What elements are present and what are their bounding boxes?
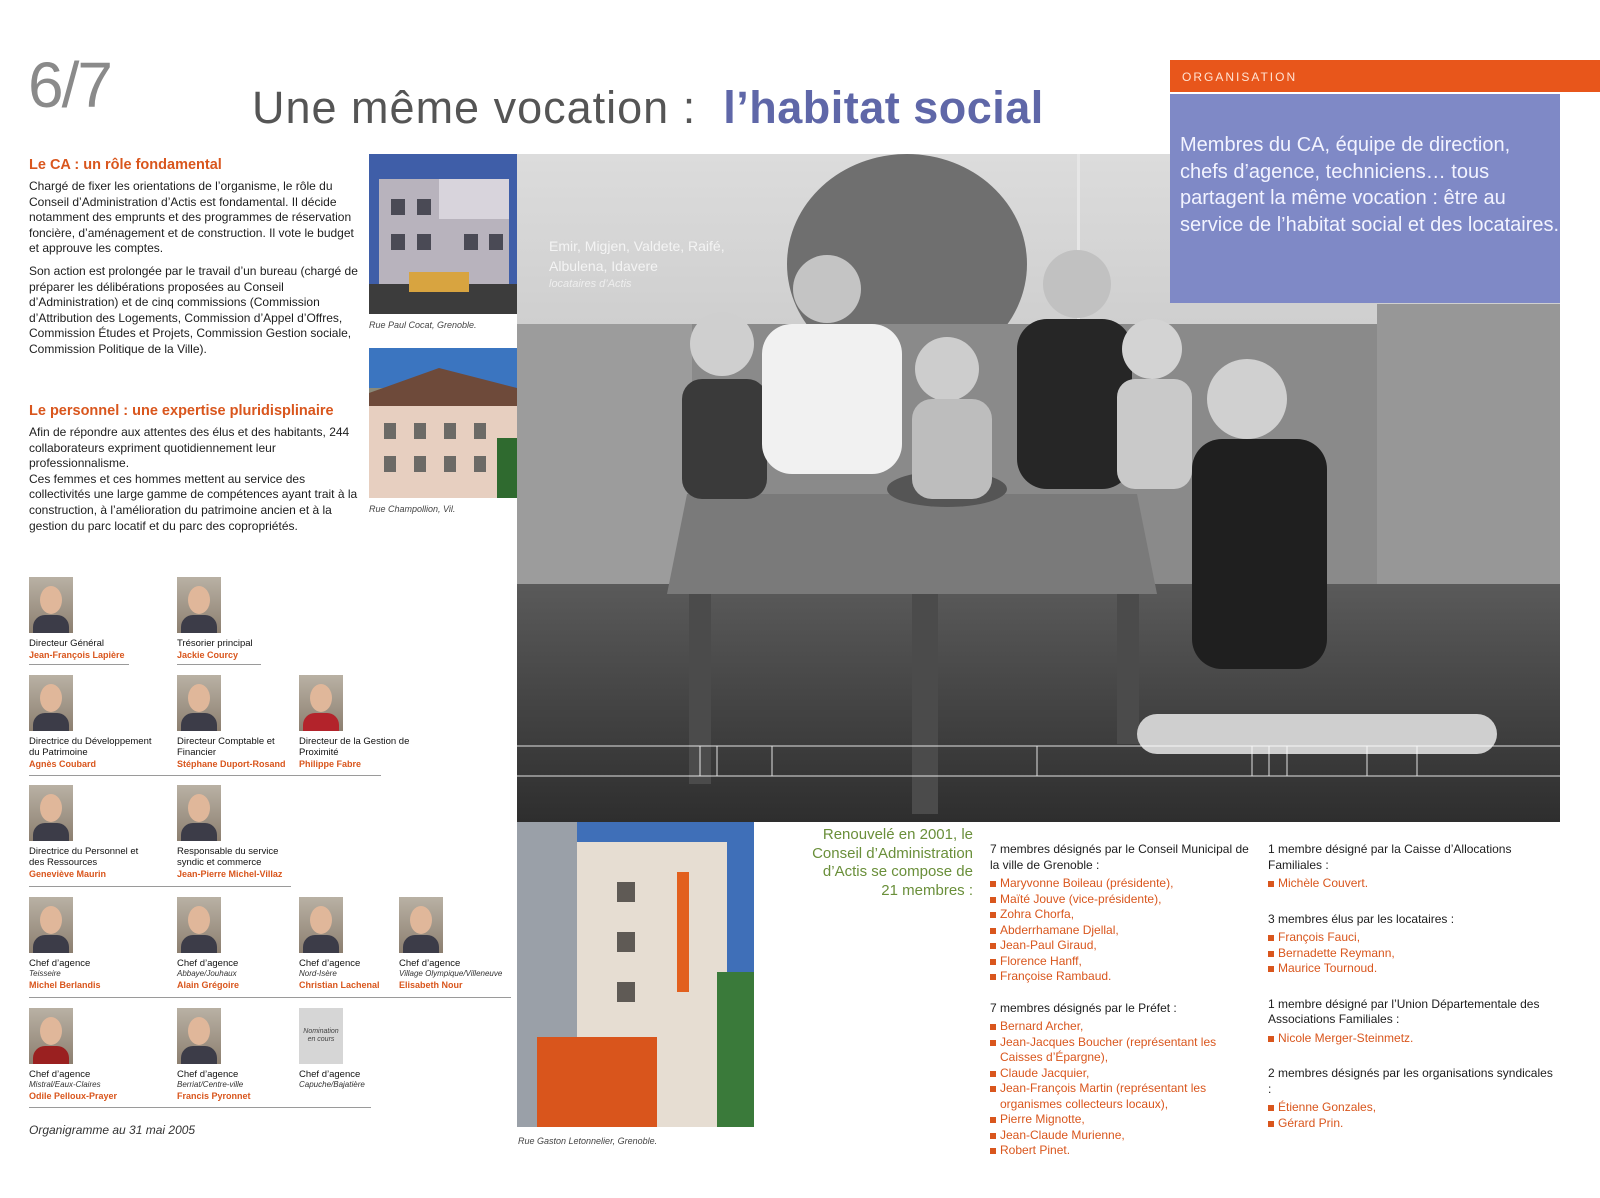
- member: Claude Jacquier,: [990, 1066, 1250, 1082]
- organisation-label: ORGANISATION: [1182, 70, 1298, 84]
- org-person: [29, 577, 154, 661]
- member-list: [1268, 930, 1558, 977]
- person-role: Chef d’agence: [299, 958, 361, 969]
- portrait: [29, 675, 73, 731]
- portrait: [177, 897, 221, 953]
- group-head: 7 membres désignés par le Conseil Municipal de la ville de Grenoble :: [990, 842, 1249, 872]
- building-photo-3: [517, 822, 754, 1127]
- staff-body: [29, 425, 359, 534]
- org-divider: [29, 1107, 371, 1108]
- person-role: Directeur Comptable et Financier: [177, 736, 275, 758]
- portrait: [177, 785, 221, 841]
- council-col-2: [1268, 842, 1558, 1141]
- person-location: Mistral/Eaux-Claires: [29, 1080, 101, 1089]
- member: Maïté Jouve (vice-présidente),: [990, 892, 1250, 908]
- organisation-band: [1170, 60, 1600, 92]
- portrait: [399, 897, 443, 953]
- member: Gérard Prin.: [1268, 1116, 1558, 1132]
- member: Robert Pinet.: [990, 1143, 1250, 1159]
- org-divider: [29, 664, 129, 665]
- staff-paragraph-2: Ces femmes et ces hommes mettent au service des collectivités une large gamme de compétences ayant trait à la construction, à l’amélioration du patrimoine ancien et à la gestion du parc locatif et du parc des copropriétés.: [29, 471, 358, 533]
- person-role: Chef d’agence: [299, 1069, 361, 1080]
- person-role: Directeur de la Gestion de Proximité: [299, 736, 410, 758]
- member: Maryvonne Boileau (présidente),: [990, 876, 1250, 892]
- ca-title: Le CA : un rôle fondamental: [29, 157, 222, 173]
- person-role: Responsable du service syndic et commerce: [177, 846, 279, 868]
- person-location: Village Olympique/Villeneuve: [399, 969, 503, 978]
- portrait: [29, 897, 73, 953]
- person-name: Elisabeth Nour: [399, 980, 463, 990]
- org-divider: [29, 997, 511, 998]
- portrait: [29, 577, 73, 633]
- portrait: [299, 897, 343, 953]
- org-person: [177, 1008, 302, 1102]
- group-head: 1 membre désigné par l’Union Départementale des Associations Familiales :: [1268, 996, 1540, 1026]
- person-name: Jean-Pierre Michel-Villaz: [177, 869, 283, 879]
- council-group: [1268, 912, 1558, 977]
- person-location: Teisseire: [29, 969, 61, 978]
- org-divider: [29, 886, 291, 887]
- org-person: [29, 675, 154, 770]
- member-list: [1268, 1100, 1558, 1131]
- caption-photo-2: Rue Champollion, Vil.: [369, 504, 456, 514]
- member-list: [1268, 1031, 1558, 1047]
- family-names-caption: Emir, Migjen, Valdete, Raifé, Albulena, Idavere: [549, 238, 725, 274]
- council-intro: Renouvelé en 2001, le Conseil d’Administration d’Actis se compose de 21 membres :: [812, 826, 973, 899]
- org-person: [299, 1008, 424, 1090]
- org-person: [177, 897, 302, 991]
- staff-paragraph-1: Afin de répondre aux attentes des élus et des habitants, 244 collaborateurs expriment quotidiennement leur professionnalisme.: [29, 425, 350, 471]
- org-person: [177, 577, 302, 661]
- member: Jean-François Martin (représentant les organismes collecteurs locaux),: [990, 1081, 1250, 1112]
- building-photo-2: [369, 348, 517, 498]
- ca-body: [29, 179, 359, 358]
- member: Abderrhamane Djellal,: [990, 923, 1250, 939]
- person-name: Alain Grégoire: [177, 980, 240, 990]
- member: Françoise Rambaud.: [990, 969, 1250, 985]
- pending-placeholder: [299, 1008, 343, 1064]
- member: Étienne Gonzales,: [1268, 1100, 1558, 1116]
- member: Pierre Mignotte,: [990, 1112, 1250, 1128]
- portrait: [177, 577, 221, 633]
- org-person: [29, 897, 154, 991]
- person-role: Chef d’agence: [399, 958, 461, 969]
- member: Jean-Paul Giraud,: [990, 938, 1250, 954]
- org-person: [29, 785, 154, 880]
- org-date-note: Organigramme au 31 mai 2005: [29, 1123, 196, 1137]
- portrait: [299, 675, 343, 731]
- person-role: Trésorier principal: [177, 638, 253, 649]
- council-group: [1268, 842, 1558, 892]
- member-list: [990, 876, 1250, 985]
- ca-paragraph-2: Son action est prolongée par le travail d’un bureau (chargé de préparer les délibérations proposées au Conseil d’Administration) et de cinq commissions (Commission d’Attribution des Logements, Commission d’Appel d’Offres, Commission Études et Projets, Commission Gestion sociale, Commission Politique de la Ville).: [29, 263, 358, 356]
- title-part2: l’habitat social: [723, 82, 1044, 133]
- group-head: 1 membre désigné par la Caisse d’Allocations Familiales :: [1268, 842, 1512, 872]
- title-part1: Une même vocation :: [252, 82, 697, 133]
- council-group: [990, 1001, 1250, 1159]
- member: Bernard Archer,: [990, 1019, 1250, 1035]
- org-person: [299, 675, 424, 770]
- building-photo-1: [369, 154, 517, 314]
- org-divider: [29, 775, 381, 776]
- pending-label: Nomination en cours: [303, 1028, 339, 1043]
- member: Florence Hanff,: [990, 954, 1250, 970]
- group-head: 7 membres désignés par le Préfet :: [990, 1000, 1177, 1015]
- group-head: 3 membres élus par les locataires :: [1268, 911, 1455, 926]
- caption-photo-1: Rue Paul Cocat, Grenoble.: [369, 320, 477, 330]
- staff-section: [29, 403, 359, 541]
- org-person: [399, 897, 514, 991]
- org-person: [177, 675, 302, 770]
- member: Maurice Tournoud.: [1268, 961, 1558, 977]
- member: Bernadette Reymann,: [1268, 946, 1558, 962]
- portrait: [177, 1008, 221, 1064]
- org-person: [177, 785, 302, 880]
- photo-rue-paul-cocat: [369, 154, 517, 314]
- person-role: Directrice du Personnel et des Ressources: [29, 846, 139, 868]
- person-name: Jackie Courcy: [177, 650, 239, 660]
- photo-rue-champollion: [369, 348, 517, 498]
- intro-text: Membres du CA, équipe de direction, chefs d’agence, techniciens… tous partagent la même vocation : être au service de l’habitat social et des locataires.: [1180, 134, 1560, 236]
- photo-rue-gaston-letonnelier: [517, 822, 754, 1127]
- person-location: Berriat/Centre-ville: [177, 1080, 244, 1089]
- person-location: Nord-Isère: [299, 969, 337, 978]
- person-role: Chef d’agence: [29, 958, 91, 969]
- member: Zohra Chorfa,: [990, 907, 1250, 923]
- person-name: Philippe Fabre: [299, 759, 362, 769]
- caption-photo-3: Rue Gaston Letonnelier, Grenoble.: [518, 1136, 658, 1146]
- member: Michèle Couvert.: [1268, 876, 1558, 892]
- group-head: 2 membres désignés par les organisations syndicales :: [1268, 1066, 1553, 1096]
- member-list: [990, 1019, 1250, 1159]
- person-name: Francis Pyronnet: [177, 1091, 251, 1101]
- portrait: [177, 675, 221, 731]
- person-name: Jean-François Lapière: [29, 650, 125, 660]
- council-col-1: [990, 842, 1250, 1169]
- member: Jean-Jacques Boucher (représentant les Caisses d’Épargne),: [990, 1035, 1250, 1066]
- person-name: Agnès Coubard: [29, 759, 97, 769]
- person-role: Chef d’agence: [177, 958, 239, 969]
- person-role: Chef d’agence: [177, 1069, 239, 1080]
- ca-paragraph-1: Chargé de fixer les orientations de l’organisme, le rôle du Conseil d’Administration d’Actis est fondamental. Il décide notamment des emprunts et des programmes de réservation foncière, d’aménagement et de construction. Il vote le budget et approuve les comptes.: [29, 179, 354, 256]
- org-divider: [177, 664, 261, 665]
- person-role: Directeur Général: [29, 638, 104, 649]
- page-number: 6/7: [28, 49, 111, 121]
- staff-title: Le personnel : une expertise pluridisplinaire: [29, 403, 334, 419]
- family-sub-caption: locataires d’Actis: [549, 278, 632, 290]
- page-title: [252, 82, 1044, 134]
- council-group: [1268, 997, 1558, 1047]
- person-role: Chef d’agence: [29, 1069, 91, 1080]
- person-name: Christian Lachenal: [299, 980, 380, 990]
- portrait: [29, 1008, 73, 1064]
- member-list: [1268, 876, 1558, 892]
- council-group: [1268, 1066, 1558, 1131]
- council-group: [990, 842, 1250, 985]
- ca-section: [29, 157, 359, 365]
- intro-box: [1170, 94, 1560, 303]
- person-name: Odile Pelloux-Prayer: [29, 1091, 118, 1101]
- person-name: Stéphane Duport-Rosand: [177, 759, 286, 769]
- person-role: Directrice du Développement du Patrimoine: [29, 736, 152, 758]
- person-location: Abbaye/Jouhaux: [177, 969, 237, 978]
- member: Jean-Claude Murienne,: [990, 1128, 1250, 1144]
- person-location: Capuche/Bajatière: [299, 1080, 365, 1089]
- person-name: Geneviève Maurin: [29, 869, 107, 879]
- org-person: [29, 1008, 154, 1102]
- member: Nicole Merger-Steinmetz.: [1268, 1031, 1558, 1047]
- person-name: Michel Berlandis: [29, 980, 101, 990]
- portrait: [29, 785, 73, 841]
- member: François Fauci,: [1268, 930, 1558, 946]
